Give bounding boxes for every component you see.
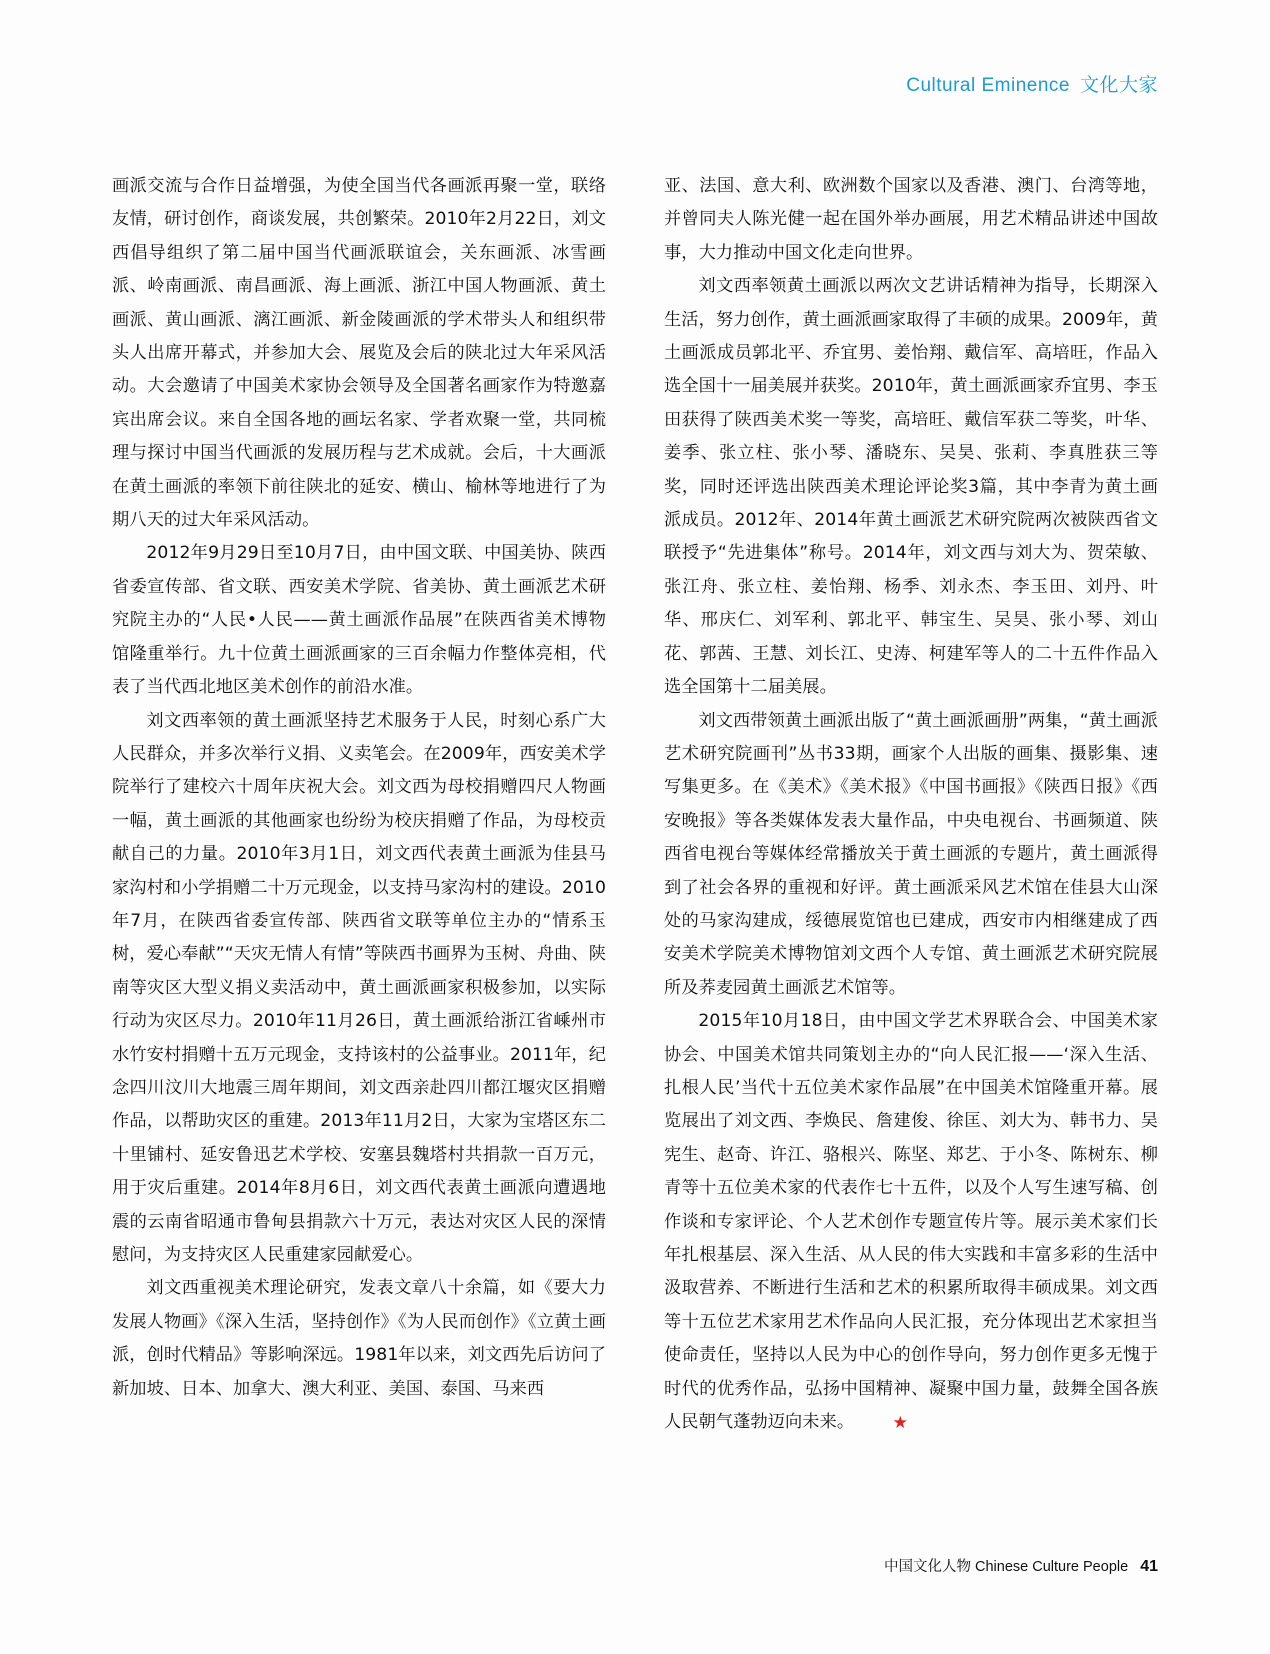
column-right — [664, 170, 1158, 1460]
header-title-en: Cultural Eminence — [906, 75, 1070, 96]
paragraph: 亚、法国、意大利、欧洲数个国家以及香港、澳门、台湾等地，并曾同夫人陈光健一起在国外举办画展，用艺术精品讲述中国故事，大力推动中国文化走向世界。 — [664, 176, 1158, 263]
footer-title-en: Chinese Culture People — [975, 1559, 1129, 1575]
paragraph: 刘文西率领的黄土画派坚持艺术服务于人民，时刻心系广大人民群众，并多次举行义捐、义卖笔会。在2009年，西安美术学院举行了建校六十周年庆祝大会。刘文西为母校捐赠四尺人物画一幅，黄土画派的其他画家也纷纷为校庆捐赠了作品，为母校贡献自己的力量。2010年3月1日，刘文西代表黄土画派为佳县马家沟村和小学捐赠二十万元现金，以支持马家沟村的建设。2010年7月，在陕西省委宣传部、陕西省文联等单位主办的“情系玉树，爱心奉献”“天灾无情人有情”等陕西书画界为玉树、舟曲、陕南等灾区大型义捐义卖活动中，黄土画派画家积极参加，以实际行动为灾区尽力。2010年11月26日，黄土画派给浙江省嵊州市水竹安村捐赠十五万元现金，支持该村的公益事业。2011年，纪念四川汶川大地震三周年期间，刘文西亲赴四川都江堰灾区捐赠作品，以帮助灾区的重建。2013年11月2日，大家为宝塔区东二十里铺村、延安鲁迅艺术学校、安塞县魏塔村共捐款一百万元，用于灾后重建。2014年8月6日，刘文西代表黄土画派向遭遇地震的云南省昭通市鲁甸县捐款六十万元，表达对灾区人民的深情慰问，为支持灾区人民重建家园献爱心。 — [112, 710, 606, 1265]
paragraph: 刘文西率领黄土画派以两次文艺讲话精神为指导，长期深入生活，努力创作，黄土画派画家取得了丰硕的成果。2009年，黄土画派成员郭北平、乔宜男、姜怡翔、戴信军、高培旺，作品入选全国十一届美展并获奖。2010年，黄土画派画家乔宜男、李玉田获得了陕西美术奖一等奖，高培旺、戴信军获二等奖，叶华、姜季、张立柱、张小琴、潘晓东、吴昊、张莉、李真胜获三等奖，同时还评选出陕西美术理论评论奖3篇，其中李青为黄土画派成员。2012年、2014年黄土画派艺术研究院两次被陕西省文联授予“先进集体”称号。2014年，刘文西与刘大为、贺荣敏、张江舟、张立柱、姜怡翔、杨季、刘永杰、李玉田、刘丹、叶华、邢庆仁、刘军利、郭北平、韩宝生、吴昊、张小琴、刘山花、郭茜、王慧、刘长江、史涛、柯建军等人的二十五件作品入选全国第十二届美展。 — [664, 276, 1158, 698]
paragraph: 刘文西带领黄土画派出版了“黄土画派画册”两集，“黄土画派艺术研究院画刊”丛书33期，画家个人出版的画集、摄影集、速写集更多。在《美术》《美术报》《中国书画报》《陕西日报》《西安晚报》等各类媒体发表大量作品，中央电视台、书画频道、陕西省电视台等媒体经常播放关于黄土画派的专题片，黄土画派得到了社会各界的重视和好评。黄土画派采风艺术馆在佳县大山深处的马家沟建成，绥德展览馆也已建成，西安市内相继建成了西安美术学院美术博物馆刘文西个人专馆、黄土画派艺术研究院展所及荞麦园黄土画派艺术馆等。 — [664, 710, 1158, 998]
end-of-article-star-icon: ★ — [892, 1413, 908, 1434]
footer-title-zh: 中国文化人物 — [883, 1559, 971, 1575]
paragraph: 刘文西重视美术理论研究，发表文章八十余篇，如《要大力发展人物画》《深入生活，坚持创作》《为人民而创作》《立黄土画派，创时代精品》等影响深远。1981年以来，刘文西先后访问了新加坡、日本、加拿大、澳大利亚、美国、泰国、马来西 — [112, 1278, 606, 1399]
paragraph: 画派交流与合作日益增强，为使全国当代各画派再聚一堂，联络友情，研讨创作，商谈发展，共创繁荣。2010年2月22日，刘文西倡导组织了第二届中国当代画派联谊会，关东画派、冰雪画派、岭南画派、南昌画派、海上画派、浙江中国人物画派、黄土画派、黄山画派、漓江画派、新金陵画派的学术带头人和组织带头人出席开幕式，并参加大会、展览及会后的陕北过大年采风活动。大会邀请了中国美术家协会领导及全国著名画家作为特邀嘉宾出席会议。来自全国各地的画坛名家、学者欢聚一堂，共同梳理与探讨中国当代画派的发展历程与艺术成就。会后，十大画派在黄土画派的率领下前往陕北的延安、横山、榆林等地进行了为期八天的过大年采风活动。 — [112, 176, 606, 531]
header-title-zh: 文化大家 — [1079, 74, 1158, 96]
paragraph: 2012年9月29日至10月7日，由中国文联、中国美协、陕西省委宣传部、省文联、西安美术学院、省美协、黄土画派艺术研究院主办的“人民•人民——黄土画派作品展”在陕西省美术博物馆隆重举行。九十位黄土画派画家的三百余幅力作整体亮相，代表了当代西北地区美术创作的前沿水准。 — [112, 543, 606, 698]
page-footer — [884, 1555, 1158, 1576]
column-left — [112, 170, 606, 1460]
paragraph-final-text: 2015年10月18日，由中国文学艺术界联合会、中国美术家协会、中国美术馆共同策划主办的“向人民汇报——‘深入生活、扎根人民’当代十五位美术家作品展”在中国美术馆隆重开幕。展览展出了刘文西、李焕民、詹建俊、徐匡、刘大为、韩书力、吴宪生、赵奇、许江、骆根兴、陈坚、郑艺、于小冬、陈树东、柳青等十五位美术家的代表作七十五件，以及个人写生速写稿、创作谈和专家评论、个人艺术创作专题宣传片等。展示美术家们长年扎根基层、深入生活、从人民的伟大实践和丰富多彩的生活中汲取营养、不断进行生活和艺术的积累所取得丰硕成果。刘文西等十五位艺术家用艺术作品向人民汇报，充分体现出艺术家担当使命责任，坚持以人民为中心的创作导向，努力创作更多无愧于时代的优秀作品，弘扬中国精神、凝聚中国力量，鼓舞全国各族人民朝气蓬勃迈向未来。 — [664, 1011, 1158, 1433]
paragraph-final — [664, 1005, 1158, 1439]
page-header — [906, 70, 1158, 97]
page-number: 41 — [1140, 1558, 1158, 1575]
article-body — [112, 170, 1158, 1460]
